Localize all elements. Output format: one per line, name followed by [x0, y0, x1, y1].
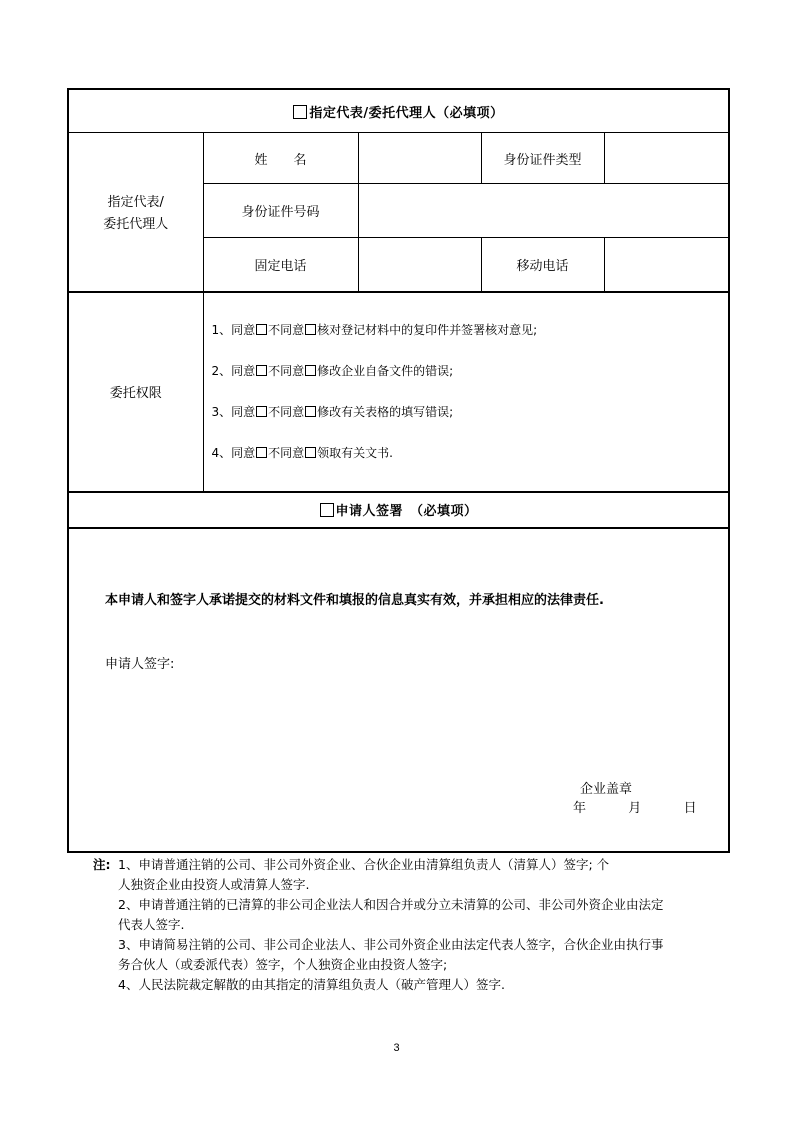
- disagree-checkbox[interactable]: [305, 324, 316, 335]
- mobile-field[interactable]: [604, 238, 729, 292]
- authority-item: 4、同意 不同意 领取有关文书.: [211, 445, 393, 460]
- section-title-applicant: 申请人签署 （必填项）: [68, 492, 729, 528]
- authority-label: 委托权限: [68, 292, 203, 492]
- signature-area: [68, 528, 729, 852]
- representative-label-line1: 指定代表/: [107, 195, 164, 211]
- authority-item: 1、同意 不同意 核对登记材料中的复印件并签署核对意见;: [211, 322, 538, 337]
- section-title-representative: 指定代表/委托代理人（必填项）: [68, 89, 729, 133]
- name-field[interactable]: [358, 133, 481, 184]
- id-number-label: 身份证件号码: [203, 184, 358, 238]
- note-item: 注: 1、申请普通注销的公司、非公司外资企业、合伙企业由清算组负责人（清算人）签字; 个: [93, 855, 729, 875]
- id-number-field[interactable]: [358, 184, 729, 238]
- month-label: 月: [628, 800, 642, 816]
- agree-checkbox[interactable]: [256, 406, 267, 417]
- agree-checkbox[interactable]: [256, 324, 267, 335]
- company-seal-label: 企业盖章: [580, 781, 633, 797]
- footnotes: [93, 855, 729, 995]
- note-continuation: 人独资企业由投资人或清算人签字.: [118, 877, 310, 892]
- disagree-checkbox[interactable]: [305, 365, 316, 376]
- landline-label: 固定电话: [203, 238, 358, 292]
- disagree-checkbox[interactable]: [305, 406, 316, 417]
- day-label: 日: [683, 800, 697, 816]
- note-item: 4、人民法院裁定解散的由其指定的清算组负责人（破产管理人）签字.: [118, 977, 505, 992]
- representative-label-line2: 委托代理人: [103, 217, 169, 233]
- id-type-field[interactable]: [604, 133, 729, 184]
- representative-checkbox[interactable]: [293, 105, 307, 119]
- landline-field[interactable]: [358, 238, 481, 292]
- note-item: 3、申请简易注销的公司、非公司企业法人、非公司外资企业由法定代表人签字，合伙企业由执行事: [118, 937, 664, 952]
- deregistration-form-table: [67, 88, 730, 853]
- note-continuation: 务合伙人（或委派代表）签字，个人独资企业由投资人签字;: [118, 957, 448, 972]
- id-type-label: 身份证件类型: [481, 133, 604, 184]
- agree-checkbox[interactable]: [256, 447, 267, 458]
- signature-date: [573, 797, 697, 816]
- authority-list: [203, 292, 729, 492]
- name-label: 姓 名: [203, 133, 358, 184]
- mobile-label: 移动电话: [481, 238, 604, 292]
- agree-checkbox[interactable]: [256, 365, 267, 376]
- page-number: 3: [393, 1042, 400, 1054]
- applicant-checkbox[interactable]: [320, 503, 334, 517]
- pledge-statement: 本申请人和签字人承诺提交的材料文件和填报的信息真实有效，并承担相应的法律责任.: [105, 592, 604, 608]
- applicant-signature-label: 申请人签字:: [105, 656, 175, 672]
- authority-item: 3、同意 不同意 修改有关表格的填写错误;: [211, 404, 454, 419]
- disagree-checkbox[interactable]: [305, 447, 316, 458]
- notes-lead: 注:: [93, 857, 111, 872]
- authority-item: 2、同意 不同意 修改企业自备文件的错误;: [211, 363, 454, 378]
- year-label: 年: [573, 800, 587, 816]
- representative-label-cell: [68, 133, 203, 292]
- note-continuation: 代表人签字.: [118, 917, 185, 932]
- note-item: 2、申请普通注销的已清算的非公司企业法人和因合并或分立未清算的公司、非公司外资企业由法定: [118, 897, 664, 912]
